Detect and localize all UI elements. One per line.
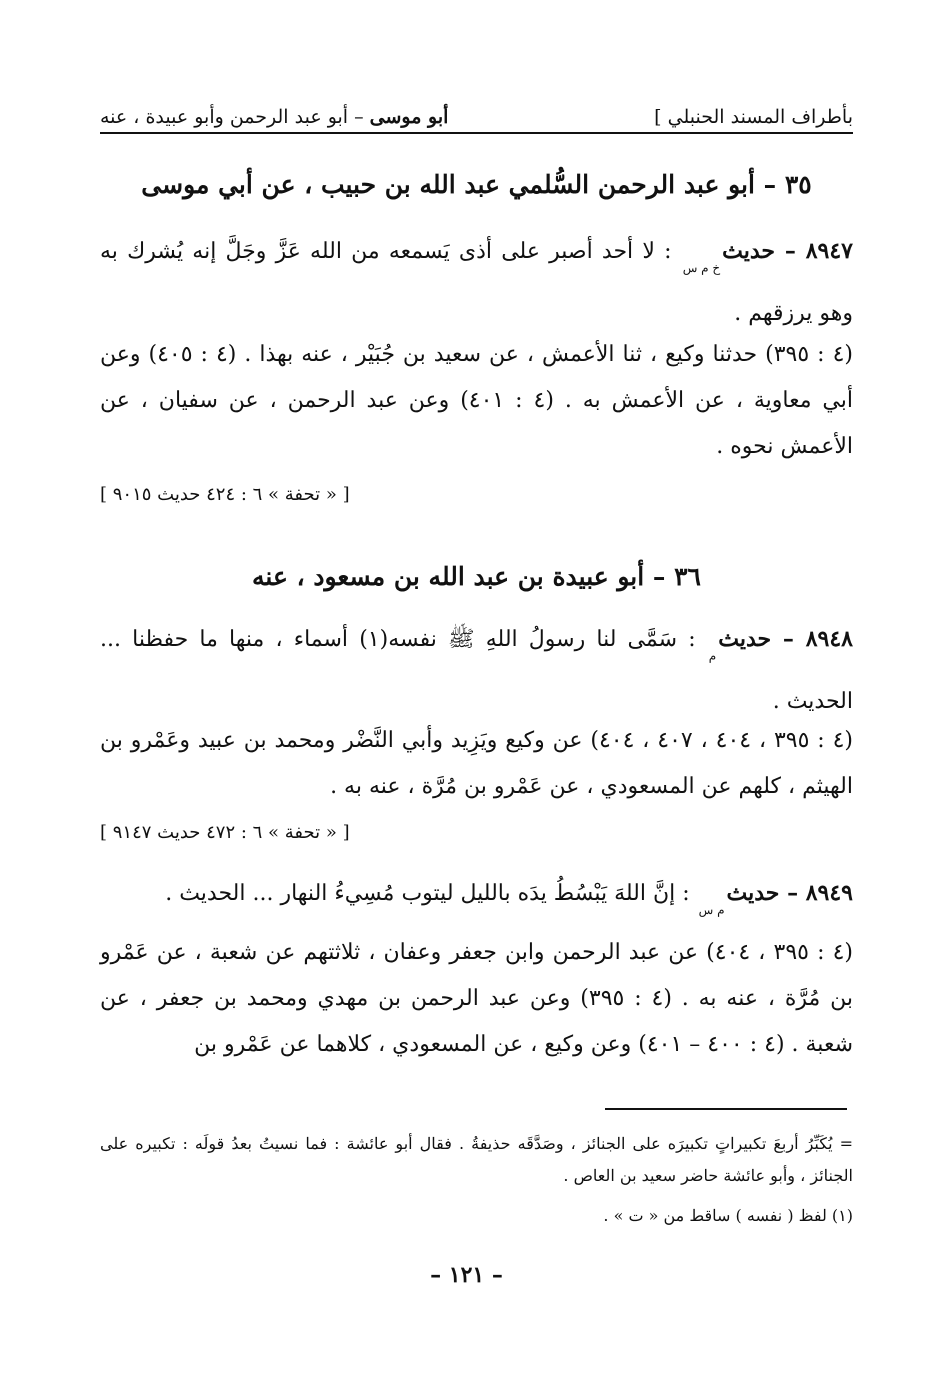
chains-8949: (٤ : ٣٩٥ ، ٤٠٤) عن عبد الرحمن وابن جعفر وعفان ، ثلاثتهم عن شعبة ، عن عَمْرو بن مُرَّة ، عنه به . (٤ : ٣٩٥) وعن عبد الرحمن بن مهدي ومحمد بن جعفر ، عن شعبة . (٤ : ٤٠٠ – ٤٠١) وعن وكيع ، عن المسعودي ، كلاهما عن عَمْرو بن (100, 940, 854, 1057)
section-heading-36: ٣٦ – أبو عبيدة بن عبد الله بن مسعود ، عنه (252, 562, 701, 591)
footnote-1: (١) لفظ ( نفسه ) ساقط من « ت » . (603, 1206, 853, 1225)
tuhfa-reference: [ « تحفة » ٦ : ٤٧٢ حديث ٩١٤٧ ] (100, 822, 350, 843)
hadith-8948 (100, 616, 853, 725)
source-codes: خ م س (682, 261, 721, 275)
hadith-number: ٨٩٤٩ – حديث (726, 880, 853, 906)
page-number: – ١٢١ – (430, 1262, 503, 1288)
header-book-title: بأطراف المسند الحنبلي ] (654, 106, 853, 128)
header-section-rest: – أبو عبد الرحمن وأبو عبيدة ، عنه (100, 106, 370, 128)
tuhfa-reference: [ « تحفة » ٦ : ٤٢٤ حديث ٩٠١٥ ] (100, 484, 350, 505)
section-heading-35: ٣٥ – أبو عبد الرحمن السُّلمي عبد الله بن حبيب ، عن أبي موسى (141, 170, 812, 199)
header-section-title (100, 106, 448, 128)
hadith-number: ٨٩٤٧ – حديث (722, 238, 853, 264)
source-codes: م (708, 649, 717, 663)
chains-8948: (٤ : ٣٩٥ ، ٤٠٤ ، ٤٠٧ ، ٤٠٤) عن وكيع ويَزِيد وأبي النَّضْر ومحمد بن عبيد وعَمْرو بن الهيثم ، كلهم عن المسعودي ، عن عَمْرو بن مُرَّة ، عنه به . (100, 728, 854, 799)
hadith-number: ٨٩٤٨ – حديث (718, 626, 853, 652)
hadith-text: : لا أحد أصبر على أذى يَسمعه من الله عَزَّ وجَلَّ إنه يُشرك به وهو يرزقهم . (100, 239, 853, 326)
source-codes: م س (698, 903, 725, 917)
chains-8947: (٤ : ٣٩٥) حدثنا وكيع ، ثنا الأعمش ، عن سعيد بن جُبَيْر ، عنه بهذا . (٤ : ٤٠٥) وعن أبي معاوية ، عن الأعمش به . (٤ : ٤٠١) وعن عبد الرحمن ، عن سفيان ، عن الأعمش نحوه . (100, 342, 853, 459)
footnote-continued: = يُكَبِّرُ أربعَ تكبيراتٍ تكبيرَه على الجنائز ، وصَدَّقَه حذيفةُ . فقال أبو عائشة : فما نسيتُ بعدُ قولَه : تكبيره على الجنائز ، وأبو عائشة حاضر سعيد بن العاص . (100, 1134, 853, 1185)
header-section-bold: أبو موسى (369, 106, 449, 128)
hadith-8949 (100, 870, 853, 933)
running-header (100, 100, 853, 134)
hadith-text: : سَمَّى لنا رسولُ اللهِ ﷺ نفسه(١) أسماء ، منها ما حفظنا ... الحديث . (100, 627, 853, 714)
hadith-text: : إنَّ اللهَ يَبْسُطُ يدَه بالليل ليتوب مُسِيءُ النهار ... الحديث . (165, 881, 697, 906)
footnote-separator (605, 1108, 847, 1110)
hadith-8947 (100, 228, 853, 337)
